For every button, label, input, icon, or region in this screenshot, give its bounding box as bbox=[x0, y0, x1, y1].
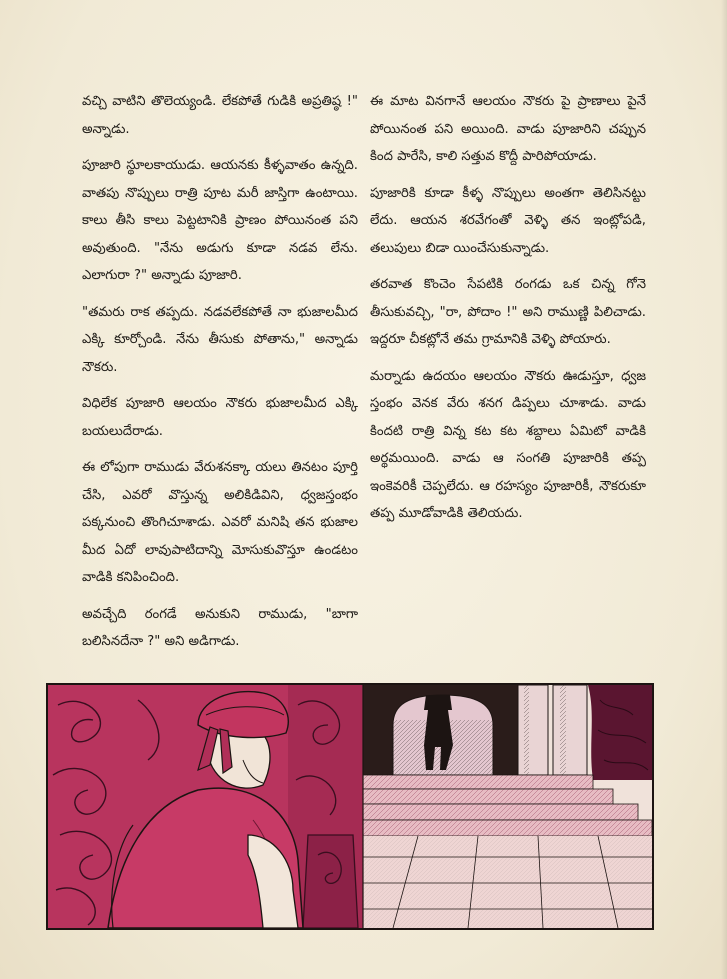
paragraph: ఈ లోపుగా రాముడు వేరుశనక్కా యలు తినటం పూర్తి చేసి, ఎవరో వొస్తున్న అలికిడివిని, ధ్వజస్తంభం పక్కనుంచి తొంగిచూశాడు. ఎవరో మనిషి తన భుజాల మీద ఏదో లావుపాటిదాన్ని మోసుకువొస్తూ ఉండటం వాడికి కనిపించింది. bbox=[82, 460, 358, 585]
paragraph: వచ్చి వాటిని తొలెయ్యండి. లేకపోతే గుడికి అప్రతిష్ఠ !" అన్నాడు. bbox=[82, 94, 358, 137]
paragraph: మర్నాడు ఉదయం ఆలయం నౌకరు ఊడుస్తూ, ధ్వజ స్తంభం వెనక వేరు శనగ డిప్పలు చూశాడు. వాడు కిందటి రాత్రి విన్న కట కట శబ్దాలు ఏమిటో వాడికి అర్థమయింది. వాడు ఆ సంగతి పూజారికి తప్ప ఇంకెవరికీ చెప్పలేదు. ఆ రహస్యం పూజారికీ, నౌకరుకూ తప్ప మూడోవాడికి తెలియదు. bbox=[370, 368, 646, 521]
left-text-column bbox=[82, 88, 358, 665]
paragraph: తరవాత కొంచెం సేపటికి రంగడు ఒక చిన్న గోనె తీసుకువచ్చి, "రా, పోదాం !" అని రాముణ్ణి పిలిచాడు. ఇద్దరూ చీకట్లోనే తమ గ్రామానికి వెళ్ళి పోయారు. bbox=[370, 277, 646, 347]
paragraph: "తమరు రాక తప్పదు. నడవలేకపోతే నా భుజాలమీద ఎక్కి కూర్చోండి. నేను తీసుకు పోతాను," అన్నాడు నౌకరు. bbox=[82, 304, 358, 375]
story-illustration bbox=[46, 683, 654, 930]
paragraph: అవచ్చేది రంగడే అనుకుని రాముడు, "బాగా బలిసినదేనా ?" అని అడిగాడు. bbox=[82, 606, 358, 649]
paragraph: పూజారికి కూడా కీళ్ళ నొప్పులు అంతగా తెలిసినట్టు లేదు. ఆయన శరవేగంతో వెళ్ళి తన ఇంట్లోపడి, తలుపులు బిడా యించేసుకున్నాడు. bbox=[370, 185, 646, 256]
right-text-column bbox=[370, 88, 646, 537]
paragraph: పూజారి స్థూలకాయుడు. ఆయనకు కీళ్ళవాతం ఉన్నది. వాతపు నొప్పులు రాత్రి పూట మరీ జాస్తిగా ఉంటాయి. కాలు తీసి కాలు పెట్టటానికి ప్రాణం పోయినంత పని అవుతుంది. "నేను అడుగు కూడా నడవ లేను. ఎలాగురా ?" అన్నాడు పూజారి. bbox=[82, 158, 358, 283]
temple-scene-drawing bbox=[48, 685, 652, 928]
paragraph: ఈ మాట వినగానే ఆలయం నౌకరు పై ప్రాణాలు పైనే పోయినంత పని అయింది. వాడు పూజారిని చప్పున కింద పారేసి, కాలి సత్తువ కొద్దీ పారిపోయాడు. bbox=[370, 94, 646, 164]
paragraph: విధిలేక పూజారి ఆలయం నౌకరు భుజాలమీద ఎక్కి బయలుదేరాడు. bbox=[82, 396, 358, 439]
page-edge-shadow bbox=[721, 0, 727, 979]
